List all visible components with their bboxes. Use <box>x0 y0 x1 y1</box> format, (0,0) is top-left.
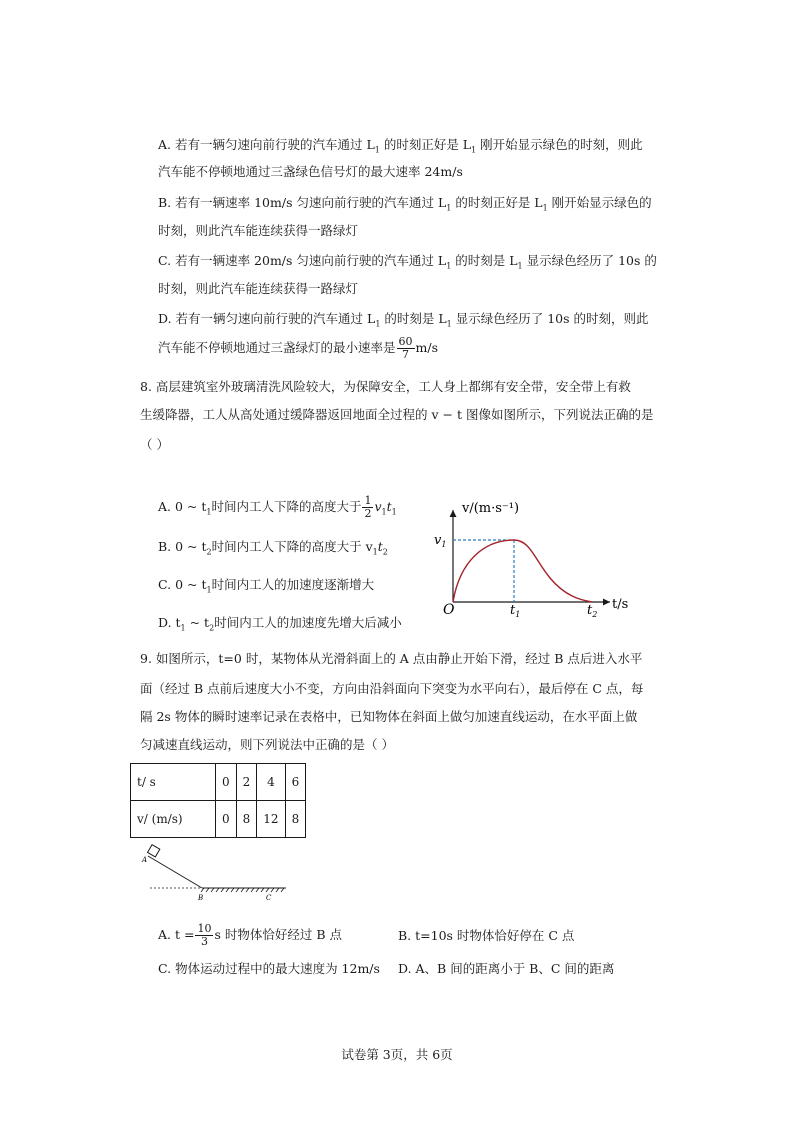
table-cell: 8 <box>285 801 306 838</box>
q9-option-c: C. 物体运动过程中的最大速度为 12m/s <box>158 961 380 976</box>
point-a-label: A <box>142 856 148 864</box>
q9-stem-line3: 隔 2s 物体的瞬时速率记录在表格中，已知物体在斜面上做匀加速直线运动，在水平面上做 <box>140 709 638 724</box>
q8-option-b: B. 0 ~ $t_2$时间内工人下降的高度大于 $v_1t_2$ <box>158 539 388 557</box>
y-axis-label: v/(m·s⁻¹) <box>462 501 520 516</box>
q8-stem-line2: 生缓降器，工人从高处通过缓降器返回地面全过程的 v − t 图像如图所示，下列说法正确的是 <box>140 407 654 422</box>
table-cell: 0 <box>216 764 237 801</box>
table-header-v: v/ (m/s) <box>131 801 216 838</box>
vt-graph <box>430 490 660 630</box>
table-cell: 0 <box>216 801 237 838</box>
table-header-t: t/ s <box>131 764 216 801</box>
table-row <box>131 764 306 801</box>
q9-option-d: D. A、B 间的距离小于 B、C 间的距离 <box>398 961 615 976</box>
q8-option-c: C. 0 ~ $t_1$时间内工人的加速度逐渐增大 <box>158 577 375 595</box>
page-footer: 试卷第 3页，共 6页 <box>341 1047 453 1062</box>
table-row <box>131 801 306 838</box>
fraction-10-3: $\frac{10}{3}$ <box>197 922 212 948</box>
q8-option-d: D. $t_1$ ~ $t_2$时间内工人的加速度先增大后减小 <box>158 615 402 633</box>
q9-stem-line2: 面（经过 B 点前后速度大小不变，方向由沿斜面向下突变为水平向右），最后停在 C 点，每 <box>140 681 644 696</box>
table-cell: 4 <box>257 764 285 801</box>
q9-option-b: B. t=10s 时物体恰好停在 C 点 <box>398 928 575 943</box>
q9-option-a: A. t = $\frac{10}{3}$ s 时物体恰好经过 B 点 <box>158 922 342 948</box>
block <box>148 845 160 857</box>
table-cell: 8 <box>236 801 257 838</box>
q7-option-c-line1: C. 若有一辆速率 20m/s 匀速向前行驶的汽车通过 $L_1$ 的时刻是 $L_1$ 显示绿色经历了 10s 的 <box>158 253 657 271</box>
q7-option-a-line1: A. 若有一辆匀速向前行驶的汽车通过 $L_1$ 的时刻正好是 $L_1$ 刚开始显示绿色的时刻，则此 <box>158 137 643 155</box>
q7-option-b-line2: 时刻，则此汽车能连续获得一路绿灯 <box>158 223 359 238</box>
x-axis-label: t/s <box>612 597 629 612</box>
point-b-label: B <box>198 894 204 902</box>
fraction-60-7: $\frac{60}{7}$ <box>398 335 413 361</box>
incline-diagram <box>140 842 300 902</box>
t1-label: $t_1$ <box>510 603 521 619</box>
q7-option-a-line2: 汽车能不停顿地通过三盏绿色信号灯的最大速率 24m/s <box>158 164 463 179</box>
q7-option-b-line1: B. 若有一辆速率 10m/s 匀速向前行驶的汽车通过 $L_1$ 的时刻正好是 $L_1$ 刚开始显示绿色的 <box>158 195 652 213</box>
point-c-label: C <box>266 894 272 902</box>
speed-table <box>130 763 306 838</box>
origin-label: O <box>443 602 455 618</box>
fraction-1-2: $\frac{1}{2}$ <box>364 494 372 520</box>
ground-hatch <box>201 888 284 892</box>
velocity-curve <box>453 540 592 602</box>
q7-option-d-line1: D. 若有一辆匀速向前行驶的汽车通过 $L_1$ 的时刻是 $L_1$ 显示绿色经历了 10s 的时刻，则此 <box>158 311 649 329</box>
v1-label: $v_1$ <box>434 533 447 549</box>
table-cell: 2 <box>236 764 257 801</box>
q7-option-c-line2: 时刻，则此汽车能连续获得一路绿灯 <box>158 281 359 296</box>
q9-stem-line1: 9. 如图所示，t=0 时，某物体从光滑斜面上的 A 点由静止开始下滑，经过 B 点后进入水平 <box>140 651 643 666</box>
q8-option-a: A. 0 ~ $t_1$时间内工人下降的高度大于 $\frac{1}{2}$ $v_1t_1$ <box>158 494 397 520</box>
q9-stem-line4: 匀减速直线运动，则下列说法中正确的是（ ） <box>140 737 394 752</box>
q8-stem-line1: 8. 高层建筑室外玻璃清洗风险较大，为保障安全，工人身上都绑有安全带，安全带上有救 <box>140 379 631 394</box>
t2-label: $t_2$ <box>587 603 598 619</box>
incline-slope <box>148 856 202 888</box>
q7-option-d-line2: 汽车能不停顿地通过三盏绿灯的最小速率是 $\frac{60}{7}$ m/s <box>158 335 438 361</box>
q8-stem-line3: （ ） <box>140 437 169 452</box>
table-cell: 6 <box>285 764 306 801</box>
table-cell: 12 <box>257 801 285 838</box>
